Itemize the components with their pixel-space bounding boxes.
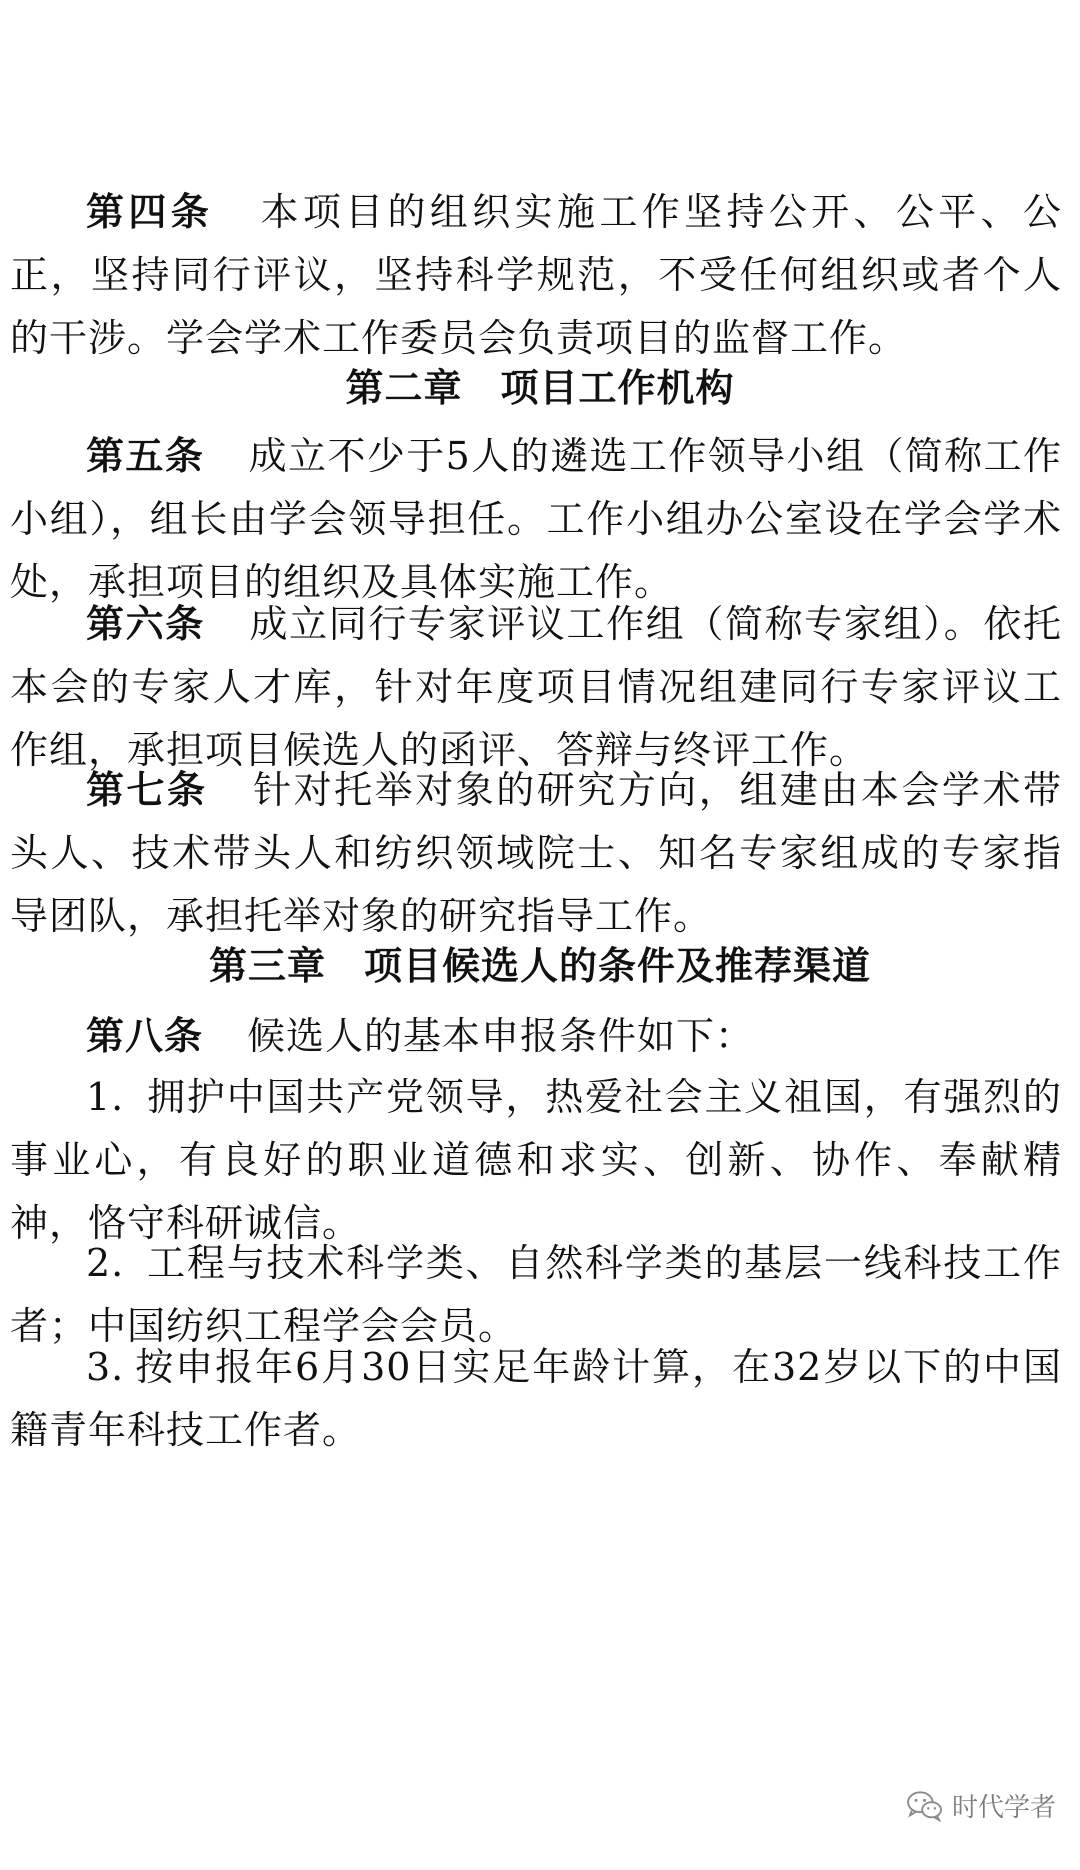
watermark bbox=[906, 1787, 1056, 1824]
article-8 bbox=[10, 1004, 1062, 1068]
article-label: 第四条 bbox=[86, 189, 214, 234]
item-text: 工程与技术科学类、自然科学类的基层一线科技工作者；中国纺织工程学会会员。 bbox=[10, 1241, 1062, 1348]
item-number: 1. bbox=[86, 1075, 125, 1119]
condition-item-1 bbox=[10, 1066, 1062, 1255]
chapter-2-heading bbox=[0, 356, 1080, 419]
article-5 bbox=[10, 424, 1062, 614]
article-text: 成立不少于5人的遴选工作领导小组（简称工作小组），组长由学会领导担任。工作小组办公室设在学会学术处，承担项目的组织及具体实施工作。 bbox=[10, 434, 1062, 604]
article-label: 第八条 bbox=[86, 1013, 204, 1058]
condition-item-3 bbox=[10, 1336, 1062, 1462]
article-7 bbox=[10, 758, 1062, 948]
article-label: 第六条 bbox=[86, 601, 205, 646]
watermark-text: 时代学者 bbox=[951, 1793, 1056, 1823]
article-text: 候选人的基本申报条件如下： bbox=[247, 1014, 755, 1058]
item-text: 按申报年6月30日实足年龄计算，在32岁以下的中国籍青年科技工作者。 bbox=[10, 1345, 1062, 1452]
chapter-number: 第二章 bbox=[345, 365, 463, 410]
article-4 bbox=[10, 180, 1062, 370]
chapter-3-heading bbox=[0, 934, 1080, 997]
wechat-icon bbox=[906, 1790, 944, 1822]
item-text: 拥护中国共产党领导，热爱社会主义祖国，有强烈的事业心，有良好的职业道德和求实、创新、协作、奉献精神，恪守科研诚信。 bbox=[10, 1075, 1062, 1245]
article-text: 本项目的组织实施工作坚持公开、公平、公正，坚持同行评议，坚持科学规范，不受任何组织或者个人的干涉。学会学术工作委员会负责项目的监督工作。 bbox=[10, 190, 1062, 360]
article-label: 第五条 bbox=[86, 433, 205, 478]
chapter-number: 第三章 bbox=[208, 943, 326, 988]
item-number: 3. bbox=[86, 1345, 125, 1389]
chapter-title: 项目候选人的条件及推荐渠道 bbox=[364, 943, 872, 988]
item-number: 2. bbox=[86, 1241, 125, 1285]
article-text: 针对托举对象的研究方向，组建由本会学术带头人、技术带头人和纺织领域院士、知名专家组成的专家指导团队，承担托举对象的研究指导工作。 bbox=[10, 768, 1062, 938]
chapter-title: 项目工作机构 bbox=[500, 365, 735, 410]
article-label: 第七条 bbox=[86, 767, 208, 812]
article-6 bbox=[10, 592, 1062, 782]
article-text: 成立同行专家评议工作组（简称专家组）。依托本会的专家人才库，针对年度项目情况组建同行专家评议工作组，承担项目候选人的函评、答辩与终评工作。 bbox=[10, 602, 1062, 772]
